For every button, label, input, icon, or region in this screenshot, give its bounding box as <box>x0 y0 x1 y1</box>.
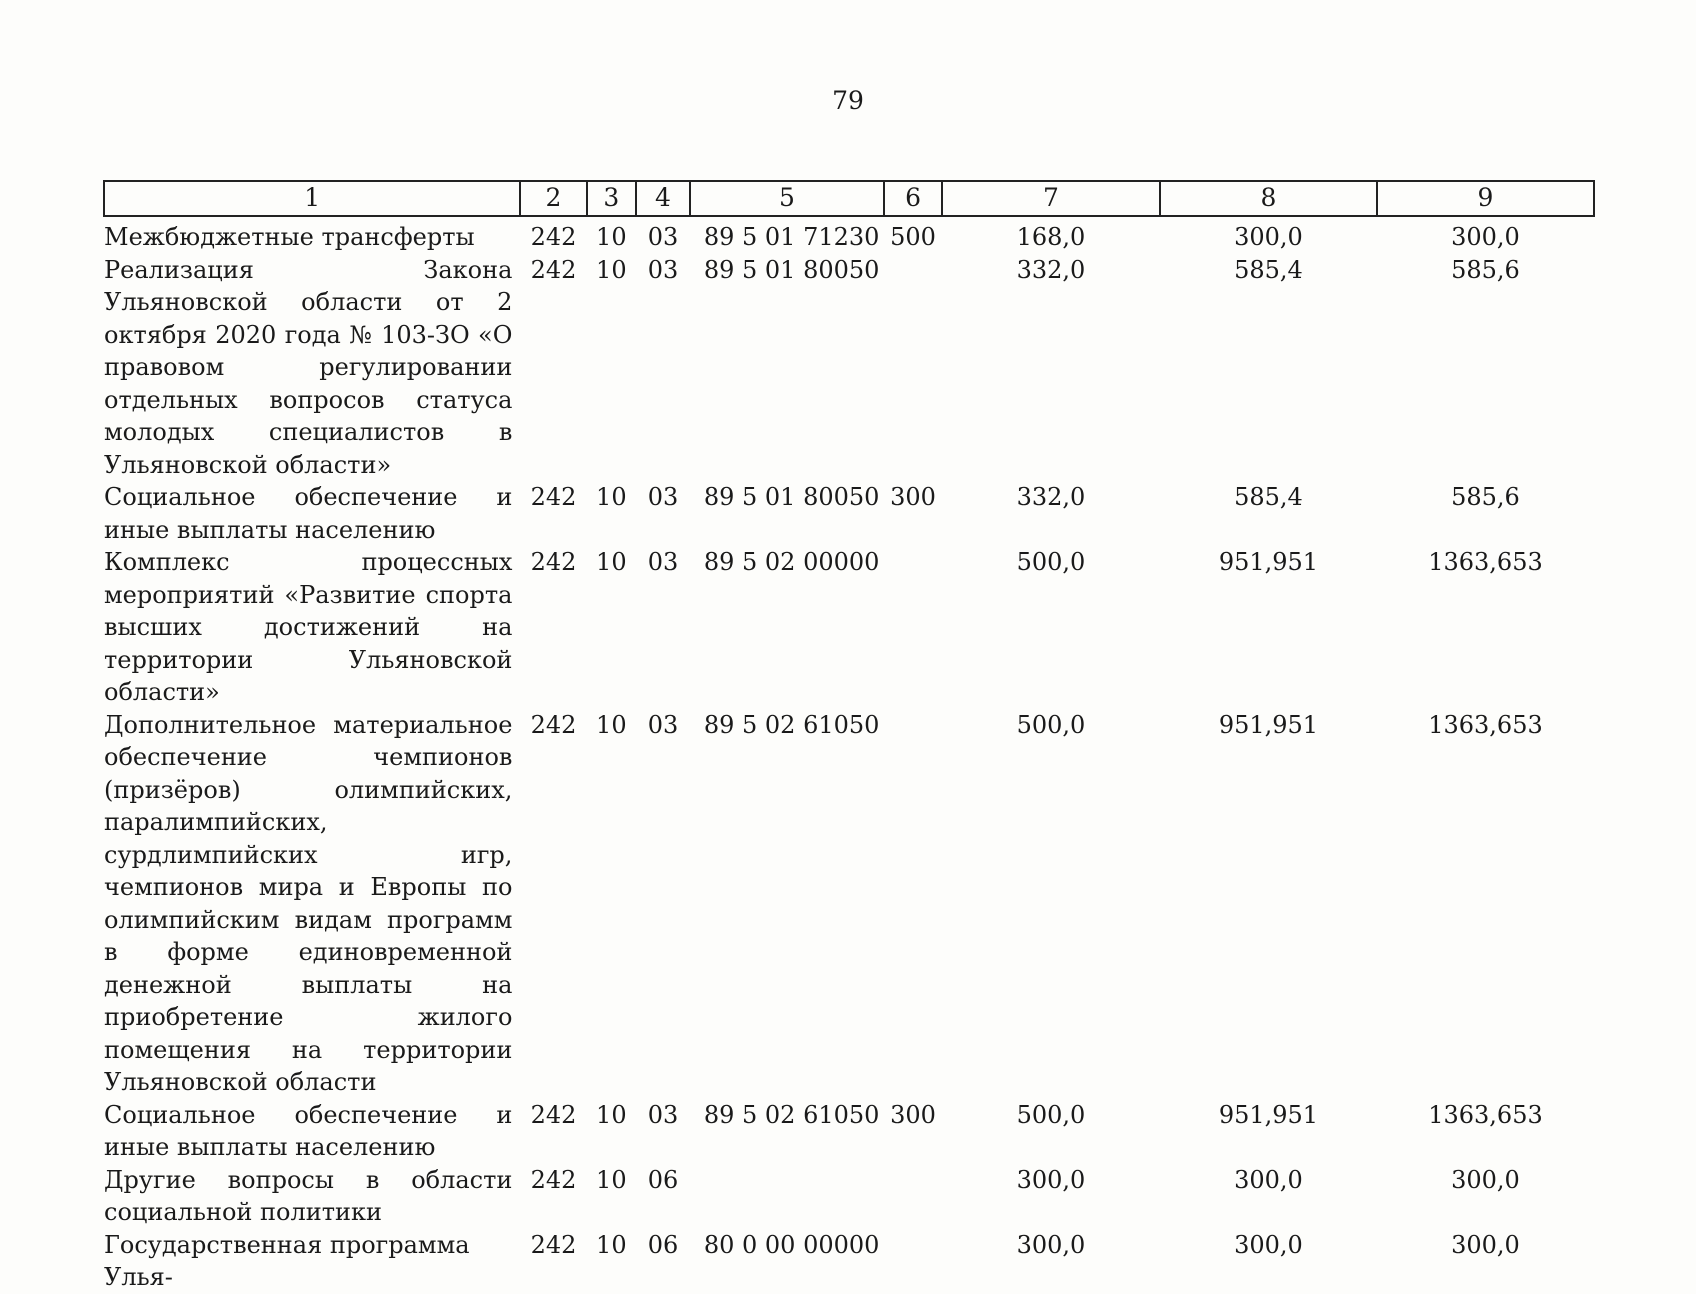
cell-col3: 10 <box>596 223 627 251</box>
row-name: Комплекс процессных мероприятий «Развитие спорта высших достижений на территории Ульяновской области» <box>104 548 513 706</box>
cell-col2: 242 <box>530 548 577 576</box>
table-row <box>104 546 1594 709</box>
cell-col6 <box>884 1164 942 1229</box>
cell-col5: 89 5 01 71230 <box>703 223 880 251</box>
column-header: 7 <box>942 181 1160 216</box>
cell-col2: 242 <box>530 483 577 511</box>
cell-col9: 1363,653 <box>1428 548 1543 576</box>
cell-col6 <box>884 709 942 1099</box>
row-name: Социальное обеспечение и иные выплаты населению <box>104 1100 513 1161</box>
cell-col7: 500,0 <box>1016 1100 1086 1129</box>
cell-col4: 03 <box>647 1100 679 1129</box>
cell-col8: 951,951 <box>1218 1100 1319 1129</box>
cell-col8: 300,0 <box>1234 1230 1303 1259</box>
cell-col2: 242 <box>530 710 577 739</box>
cell-col6 <box>884 254 942 482</box>
cell-col2: 242 <box>530 223 577 251</box>
cell-col5: 89 5 01 80050 <box>703 483 880 511</box>
cell-col7: 500,0 <box>1016 548 1086 576</box>
table-row <box>104 709 1594 1099</box>
cell-col7: 332,0 <box>1016 255 1086 284</box>
cell-col2: 242 <box>530 1230 577 1259</box>
cell-col8: 951,951 <box>1218 710 1319 739</box>
cell-col3: 10 <box>596 1165 627 1194</box>
cell-col3: 10 <box>596 1100 627 1129</box>
table-row <box>104 1099 1594 1164</box>
cell-col5 <box>690 1164 884 1229</box>
cell-col4: 03 <box>647 223 679 251</box>
cell-col7: 300,0 <box>1016 1165 1086 1194</box>
cell-col5: 89 5 02 61050 <box>703 1100 880 1129</box>
cell-col6: 500 <box>890 223 936 251</box>
column-header: 8 <box>1160 181 1377 216</box>
cell-col6: 300 <box>890 1100 936 1129</box>
column-header: 5 <box>690 181 884 216</box>
column-header: 6 <box>884 181 942 216</box>
cell-col9: 1363,653 <box>1428 710 1543 739</box>
table-header-row <box>104 181 1594 216</box>
cell-col7: 168,0 <box>1016 223 1086 251</box>
cell-col3: 10 <box>596 1230 627 1259</box>
cell-col9: 300,0 <box>1451 1230 1520 1259</box>
cell-col2: 242 <box>530 1165 577 1194</box>
cell-col4: 06 <box>647 1230 679 1259</box>
column-header: 1 <box>104 181 520 216</box>
cell-col8: 300,0 <box>1234 223 1303 251</box>
cell-col4: 03 <box>647 710 679 739</box>
table-row <box>104 481 1594 546</box>
cell-col5: 89 5 01 80050 <box>703 255 880 284</box>
row-name: Реализация Закона Ульяновской области от 2 октября 2020 года № 103-ЗО «О правовом регулировании отдельных вопросов статуса молодых специалистов в Ульяновской области» <box>104 255 513 479</box>
row-name: Государственная программа Улья- <box>104 1230 470 1291</box>
budget-table <box>103 180 1595 1294</box>
column-header: 4 <box>636 181 690 216</box>
cell-col2: 242 <box>530 1100 577 1129</box>
cell-col9: 585,6 <box>1451 255 1520 284</box>
column-header: 3 <box>587 181 637 216</box>
page-number: 79 <box>832 86 864 115</box>
cell-col4: 06 <box>647 1165 679 1194</box>
table-row <box>104 1164 1594 1229</box>
cell-col2: 242 <box>530 255 577 284</box>
cell-col3: 10 <box>596 483 627 511</box>
cell-col5: 89 5 02 61050 <box>703 710 880 739</box>
cell-col4: 03 <box>647 548 679 576</box>
cell-col8: 300,0 <box>1234 1165 1303 1194</box>
cell-col6 <box>884 546 942 709</box>
row-name: Дополнительное материальное обеспечение чемпионов (призёров) олимпийских, паралимпийских, сурдлимпийских игр, чемпионов мира и Европы по олимпийским видам программ в форме единовременной денежной выплаты на приобретение жилого помещения на территории Ульяновской области <box>104 710 513 1096</box>
cell-col5: 89 5 02 00000 <box>703 548 880 576</box>
column-header: 9 <box>1377 181 1594 216</box>
cell-col3: 10 <box>596 710 627 739</box>
cell-col3: 10 <box>596 548 627 576</box>
cell-col8: 585,4 <box>1234 483 1303 511</box>
cell-col4: 03 <box>647 255 679 284</box>
cell-col7: 300,0 <box>1016 1230 1086 1259</box>
cell-col7: 332,0 <box>1016 483 1086 511</box>
column-header: 2 <box>520 181 586 216</box>
cell-col8: 585,4 <box>1234 255 1303 284</box>
cell-col5: 80 0 00 00000 <box>703 1230 880 1259</box>
cell-col6 <box>884 1229 942 1294</box>
row-name: Другие вопросы в области социальной политики <box>104 1165 513 1226</box>
cell-col9: 300,0 <box>1451 223 1520 251</box>
cell-col8: 951,951 <box>1218 548 1319 576</box>
cell-col3: 10 <box>596 255 627 284</box>
cell-col9: 585,6 <box>1451 483 1520 511</box>
table-row <box>104 1229 1594 1294</box>
row-name: Социальное обеспечение и иные выплаты населению <box>104 483 513 544</box>
table-row <box>104 254 1594 482</box>
cell-col4: 03 <box>647 483 679 511</box>
cell-col7: 500,0 <box>1016 710 1086 739</box>
table-row <box>104 216 1594 254</box>
cell-col9: 1363,653 <box>1428 1100 1543 1129</box>
row-name: Межбюджетные трансферты <box>104 223 475 251</box>
cell-col6: 300 <box>890 483 936 511</box>
cell-col9: 300,0 <box>1451 1165 1520 1194</box>
